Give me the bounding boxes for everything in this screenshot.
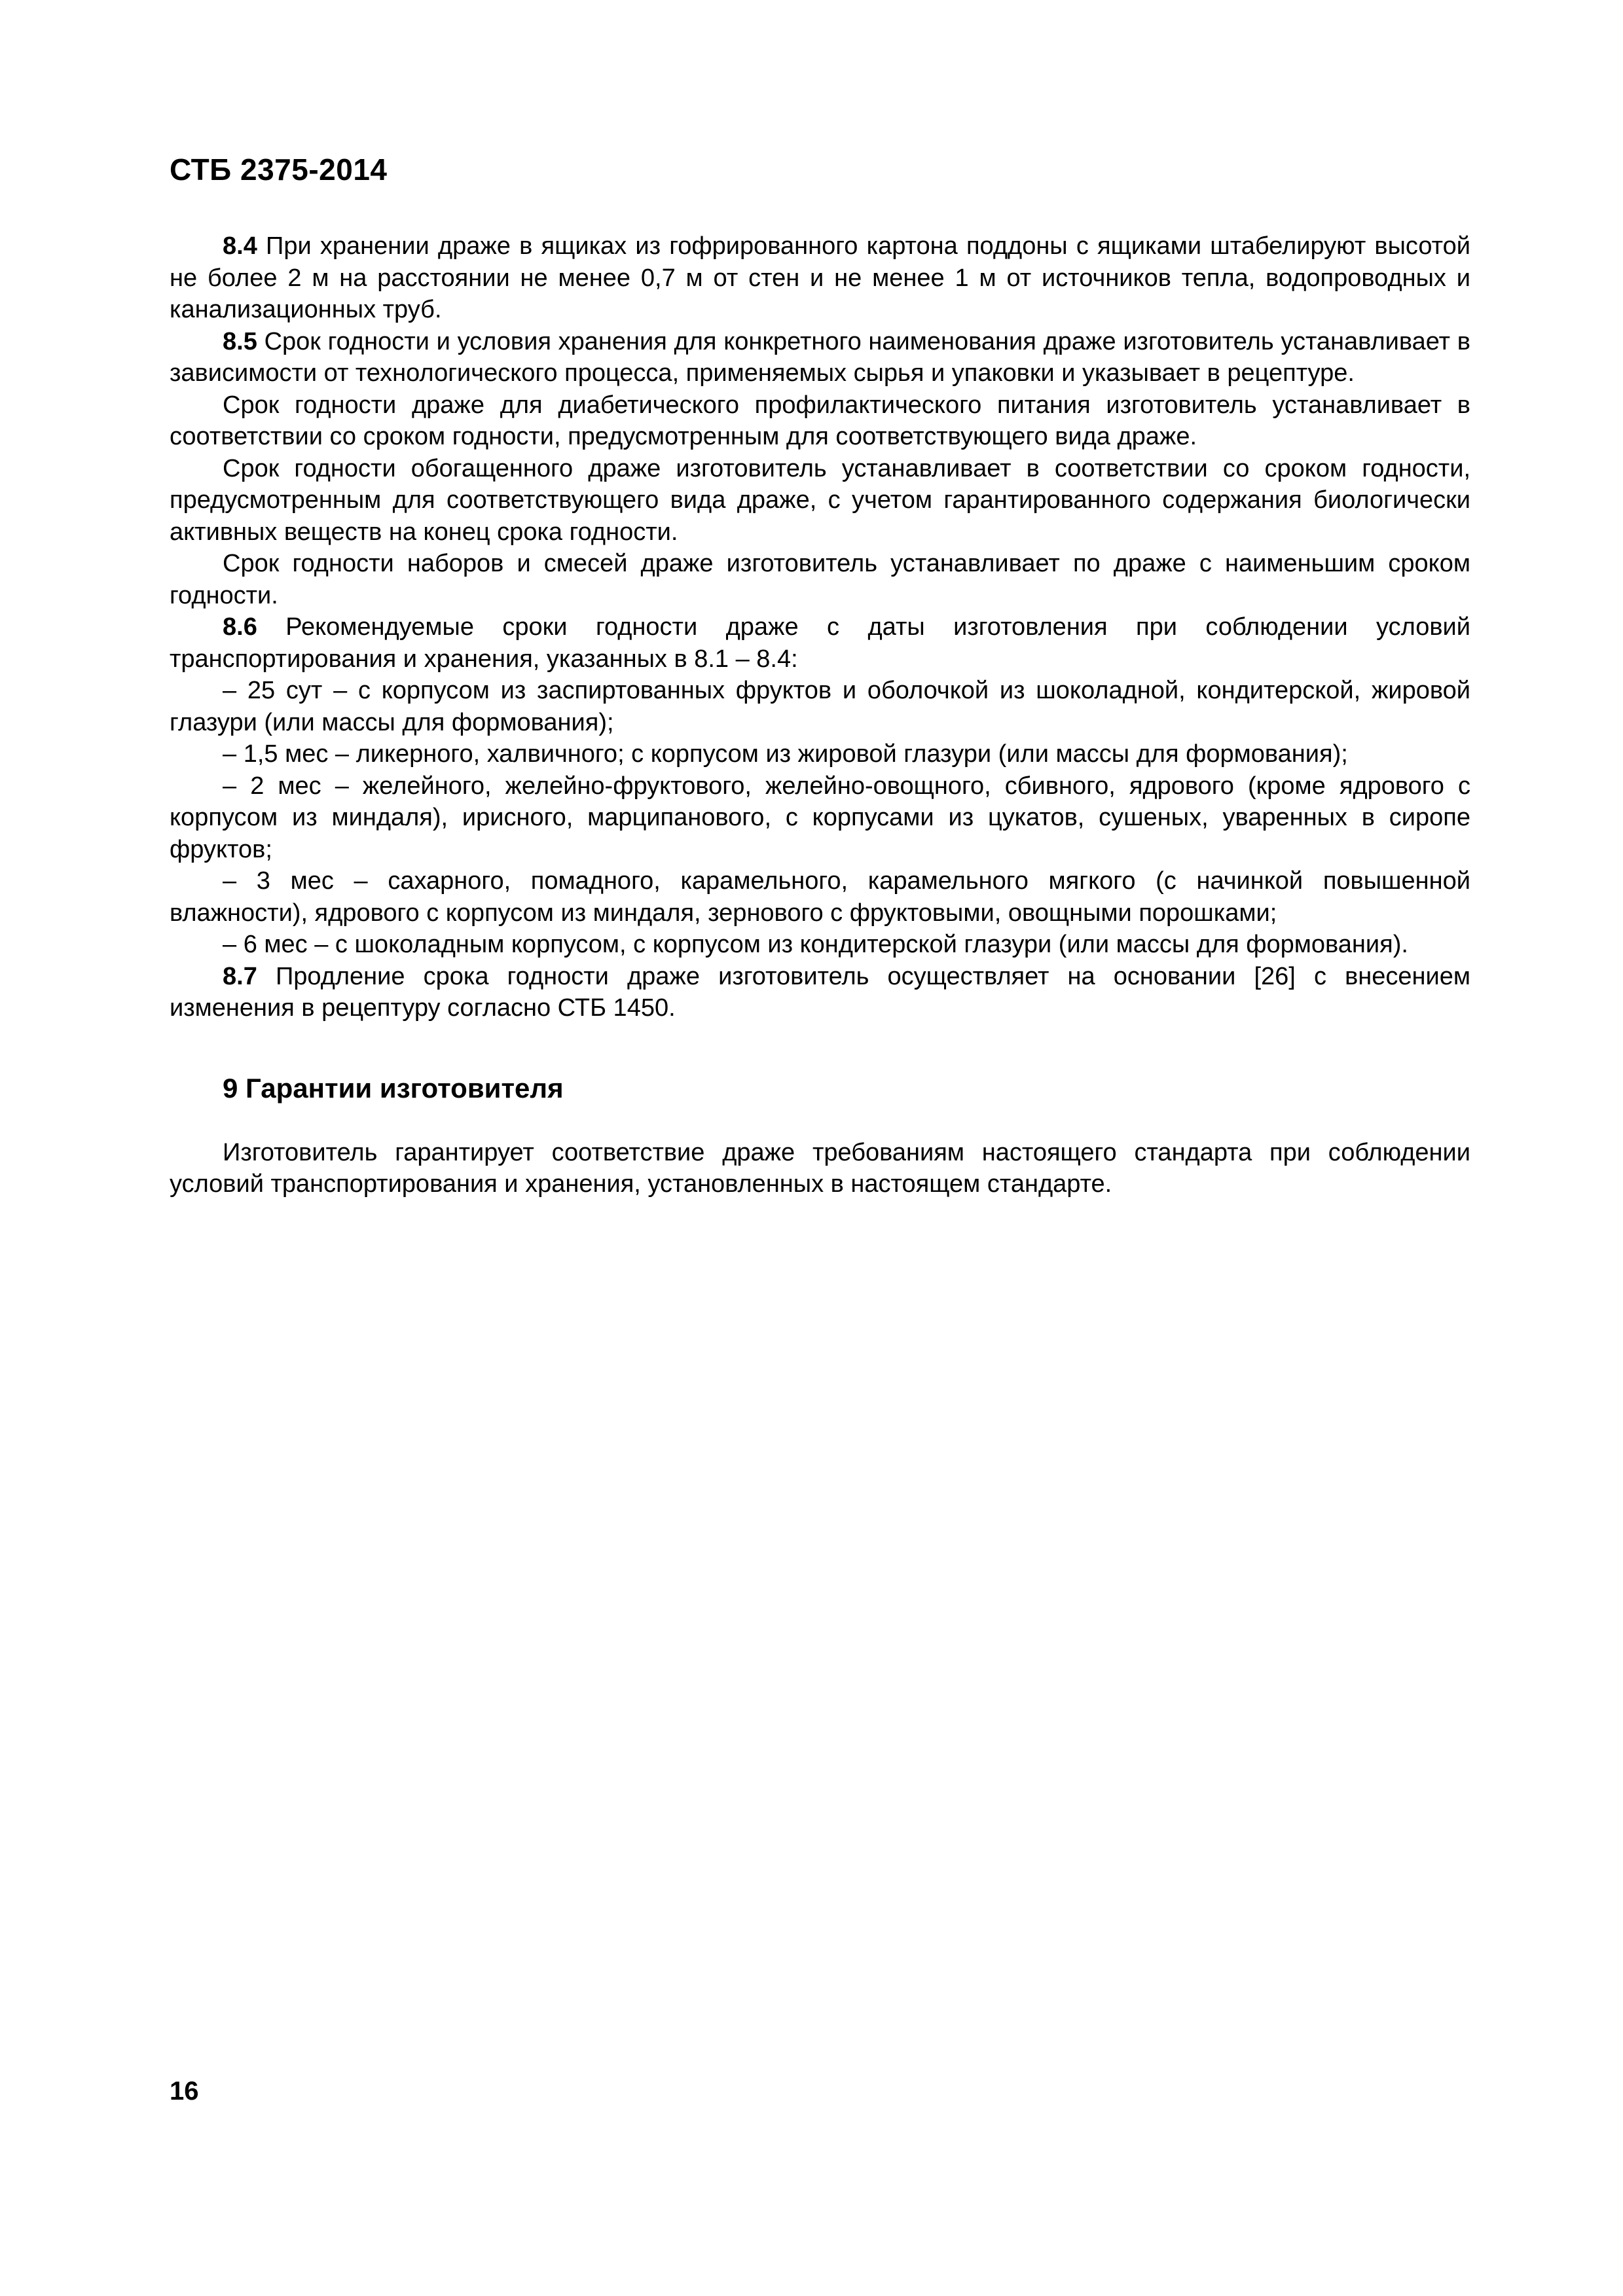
paragraph-enriched: [170, 453, 1470, 548]
list-item: [170, 770, 1470, 866]
section-heading: 9 Гарантии изготовителя: [223, 1072, 564, 1103]
paragraph-sets: [170, 548, 1470, 611]
list-item-text: – 1,5 мес – ликерного, халвичного; с корпусом из жировой глазури (или массы для формования);: [223, 740, 1348, 768]
paragraph-8-5: [170, 326, 1470, 389]
clause-number: 8.6: [223, 613, 257, 641]
page-number: 16: [170, 2077, 199, 2106]
list-item: [170, 675, 1470, 738]
list-item-text: – 6 мес – с шоколадным корпусом, с корпусом из кондитерской глазури (или массы для формования).: [223, 931, 1408, 958]
list-item-text: – 3 мес – сахарного, помадного, карамельного, карамельного мягкого (с начинкой повышенной влажности), ядрового с корпусом из миндаля, зернового с фруктовыми, овощными порошками;: [170, 867, 1470, 927]
document-body: [170, 230, 1470, 1200]
paragraph-text: Продление срока годности драже изготовитель осуществляет на основании [26] с внесением изменения в рецептуру согласно СТБ 1450.: [170, 962, 1470, 1022]
paragraph-text: Изготовитель гарантирует соответствие драже требованиям настоящего стандарта при соблюдении условий транспортирования и хранения, установленных в настоящем стандарте.: [170, 1138, 1470, 1198]
document-code: СТБ 2375-2014: [170, 152, 388, 187]
paragraph-diabetic: [170, 389, 1470, 453]
paragraph-text: Срок годности наборов и смесей драже изготовитель устанавливает по драже с наименьшим сроком годности.: [170, 550, 1470, 609]
paragraph-text: При хранении драже в ящиках из гофрированного картона поддоны с ящиками штабелируют высотой не более 2 м на расстоянии не менее 0,7 м от стен и не менее 1 м от источников тепла, водопроводных и канализационных труб.: [170, 232, 1470, 323]
list-item-text: – 2 мес – желейного, желейно-фруктового, желейно-овощного, сбивного, ядрового (кроме ядрового с корпусом из миндаля), ирисного, марципанового, с корпусами из цукатов, сушеных, уваренных в сиропе фруктов;: [170, 772, 1470, 863]
paragraph-text: Рекомендуемые сроки годности драже с даты изготовления при соблюдении условий транспортирования и хранения, указанных в 8.1 – 8.4:: [170, 613, 1470, 673]
paragraph-text: Срок годности и условия хранения для конкретного наименования драже изготовитель устанавливает в зависимости от технологического процесса, применяемых сырья и упаковки и указывает в рецептуре.: [170, 327, 1470, 387]
list-item: [170, 865, 1470, 929]
clause-number: 8.5: [223, 327, 257, 355]
list-item: [170, 738, 1470, 770]
paragraph-8-7: [170, 961, 1470, 1024]
section-9-paragraph: [170, 1137, 1470, 1200]
paragraph-8-4: [170, 230, 1470, 326]
clause-number: 8.4: [223, 232, 257, 260]
list-item-text: – 25 сут – с корпусом из заспиртованных фруктов и оболочкой из шоколадной, кондитерской, жировой глазури (или массы для формования);: [170, 677, 1470, 736]
clause-number: 8.7: [223, 962, 257, 990]
list-item: [170, 929, 1470, 961]
paragraph-text: Срок годности обогащенного драже изготовитель устанавливает в соответствии со сроком годности, предусмотренным для соответствующего вида драже, с учетом гарантированного содержания биологически активных веществ на конец срока годности.: [170, 454, 1470, 546]
paragraph-8-6: [170, 611, 1470, 675]
paragraph-text: Срок годности драже для диабетического профилактического питания изготовитель устанавливает в соответствии со сроком годности, предусмотренным для соответствующего вида драже.: [170, 391, 1470, 450]
